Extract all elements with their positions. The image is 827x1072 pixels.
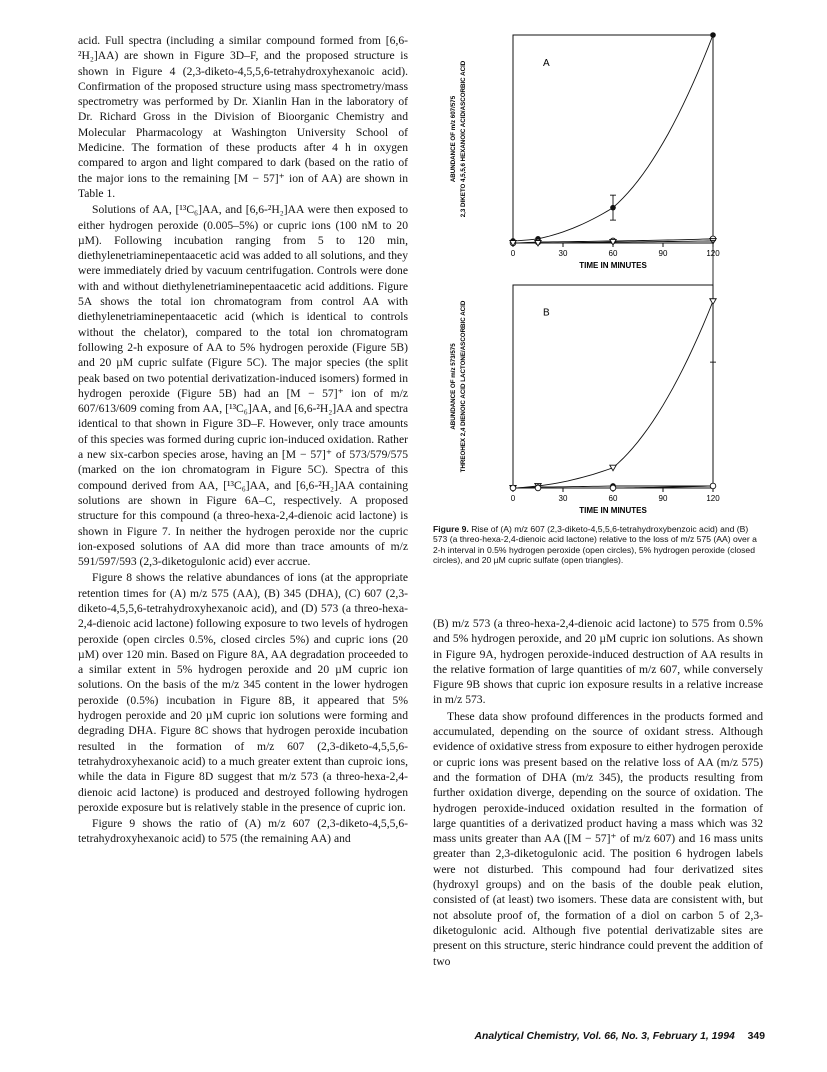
x-axis-label: TIME IN MINUTES xyxy=(579,261,647,270)
panel-label: A xyxy=(543,58,550,70)
y-axis-label: ABUNDANCE OF m/z 607/575 xyxy=(450,95,457,183)
panel-label: B xyxy=(543,307,550,319)
chart-panel-b xyxy=(450,240,720,515)
x-tick-label: 120 xyxy=(706,494,720,503)
x-tick-label: 0 xyxy=(510,494,516,503)
paragraph: Figure 9 shows the ratio of (A) m/z 607 (2,3-diketo-4,5,5,6-tetrahydroxyhexanoic acid) to 575 (the remaining AA) and xyxy=(78,817,408,846)
data-point xyxy=(610,485,616,491)
x-axis-label: TIME IN MINUTES xyxy=(579,506,647,515)
data-point xyxy=(510,485,516,491)
y-axis-label-secondary: 2,3 DIKETO 4,5,5,6 HEXANOIC ACID/ASCORBIC ACID xyxy=(460,60,467,218)
caption-text: Rise of (A) m/z 607 (2,3-diketo-4,5,5,6-tetrahydroxybenzoic acid) and (B) 573 (a threo-hexa-2,4-dienoic acid lactone) relative to the loss of m/z 575 (AA) over a 2-h interval in 0.5% hydrogen peroxide (open circles), 5% hydrogen peroxide (closed circles), and 20 µM cupric sulfate (open triangles). xyxy=(433,524,757,566)
left-column xyxy=(78,33,408,848)
x-tick-label: 120 xyxy=(706,249,720,258)
data-point xyxy=(535,485,541,491)
paragraph: These data show profound differences in the products formed and accumulated, depending on the source of oxidant stress. Although evidence of oxidative stress from exposure to either hydrogen peroxide or cupric ions was present based on the relative loss of AA (m/z 575) and the formation of DHA (m/z 345), the products resulting from further oxidation diverge, depending on the source of oxidation. The hydrogen peroxide-induced oxidation resulted in the formation of large quantities of a derivatized product having a mass which was 32 mass units greater than AA ([M − 57]⁺ of m/z 607) and 16 mass units greater than 2,3-diketogulonic acid. The position 6 hydrogen labels were not disturbed. This compound had four derivatized sites (hydroxyl groups) and on the basis of the double peak elution, consisted of (at least) two isomers. These data are consistent with, but not absolute proof of, the formation of a diol on carbon 5 of 2,3-diketogulonic acid. Although five potential derivatizable sites are present on this structure, steric hindrance could prevent the addition of two xyxy=(433,709,763,968)
x-tick-label: 30 xyxy=(558,494,568,503)
data-point xyxy=(610,205,616,211)
x-tick-label: 60 xyxy=(608,494,618,503)
paragraph: acid. Full spectra (including a similar compound formed from [6,6-²H₂]AA) are shown in Figure 3D–F, and the proposed structure is shown in Figure 4 (2,3-diketo-4,5,5,6-tetrahydroxyhexanoic acid). Confirmation of the proposed structure using mass spectrometry/mass spectrometry was performed by Dr. Xianlin Han in the laboratory of Dr. Richard Gross in the Division of Bioorganic Chemistry and Molecular Pharmacology at Washington University School of Medicine. The formation of these products after 4 h in oxygen compared to argon and light compared to dark (based on the ratio of the major ions to the remaining [M − 57]⁺ ion of AA) are shown in Table 1. xyxy=(78,34,408,200)
paragraph: (B) m/z 573 (a threo-hexa-2,4-dienoic acid lactone) to 575 from 0.5% and 5% hydrogen peroxide, and 20 µM cupric ion solutions. As shown in Figure 9A, hydrogen peroxide-induced destruction of AA results in the relative formation of large quantities of m/z 607, while conversely Figure 9B shows that cupric ion exposure results in a relative increase in m/z 573. xyxy=(433,617,763,707)
journal-citation: Analytical Chemistry, Vol. 66, No. 3, February 1, 1994 xyxy=(474,1031,735,1042)
y-axis-label-secondary: THREOHEX 2,4 DIENOIC ACID LACTONE/ASCORBIC ACID xyxy=(460,300,467,473)
x-tick-label: 30 xyxy=(558,249,568,258)
x-tick-label: 60 xyxy=(608,249,618,258)
right-column xyxy=(433,616,763,970)
chart-panel-a xyxy=(450,32,720,270)
caption-label: Figure 9. xyxy=(433,524,469,534)
paragraph: Solutions of AA, [¹³C₆]AA, and [6,6-²H₂]AA were then exposed to either hydrogen peroxide (0.005–5%) or cupric ions (100 nM to 20 µM). Following incubation ranging from 5 to 120 min, diethylenetriaminepentaacetic acid was added to all solutions, and they were immediately dried by vacuum centrifugation. Controls were done with and without diethylenetriaminepentaacetic acid additions. Figure 5A shows the total ion chromatogram from control AA with diethylenetriaminepentaacetic acid (which is identical to controls without the chelator), compared to the total ion chromatogram following 2-h exposure of AA to 5% hydrogen peroxide (Figure 5B) and 20 µM cupric sulfate (Figure 5C). The major species (the split peak based on two potential derivatization-induced isomers) formed in hydrogen peroxide (Figure 5B) had an [M − 57]⁺ ion of m/z 607/613/609 coming from AA, [¹³C₆]AA, and [6,6-²H₂]AA and spectra identical to that shown in Figure 3D–F. However, only trace amounts of this species was formed during cupric ion-induced oxidation. Rather a new six-carbon species arose, having an [M − 57]⁺ of 573/579/575 (marked on the ion chromatogram in Figure 5C). Spectra of this compound derived from AA, [¹³C₆]AA, and [6,6-²H₂]AA containing solutions are shown in Figure 6A–C, respectively. A proposed structure for this compound (a threo-hexa-2,4-dienoic acid lactone) is shown in Figure 7. In neither the hydrogen peroxide nor the cupric ion-exposed solutions of AA did more than trace amounts of m/z 591/597/593 (2,3-diketogulonic acid) ever accrue. xyxy=(78,203,408,569)
paragraph: Figure 8 shows the relative abundances of ions (at the appropriate retention times for (A) m/z 575 (AA), (B) 345 (DHA), (C) 607 (2,3-diketo-4,5,5,6-tetrahydroxyhexanoic acid), and (D) 573 (a threo-hexa-2,4-dienoic acid lactone) following exposure to two levels of hydrogen peroxide (open circles 0.5%, closed circles 5%) and cupric ions (20 µM) over 120 min. Based on Figure 8A, AA degradation proceeded to a similar extent in 5% hydrogen peroxide and 20 µM cupric ion solutions. On the basis of the m/z 345 content in the lower hydrogen peroxide (0.5%) incubation in Figure 8B, it appeared that 5% hydrogen peroxide and 20 µM cupric ion solutions were forming and degrading DHA. Figure 8C shows that hydrogen peroxide incubation resulted in the formation of m/z 607 (2,3-diketo-4,5,5,6-tetrahydroxyhexanoic acid) to a much greater extent than cuproic ions, while the data in Figure 8D suggest that m/z 573 (a threo-hexa-2,4-dienoic acid lactone) is produced and destroyed following hydrogen peroxide exposure but is relatively stable in the presence of cupric ion. xyxy=(78,571,408,814)
figure-caption xyxy=(433,524,763,566)
data-point xyxy=(710,483,716,489)
page-footer xyxy=(445,1031,765,1042)
page-number: 349 xyxy=(747,1031,765,1042)
data-point xyxy=(710,299,716,305)
figure-9 xyxy=(433,28,773,523)
x-tick-label: 90 xyxy=(658,249,668,258)
data-point xyxy=(610,465,616,471)
x-tick-label: 0 xyxy=(510,249,516,258)
data-point xyxy=(710,32,716,38)
y-axis-label: ABUNDANCE OF m/z 573/575 xyxy=(450,343,457,430)
series-line xyxy=(513,301,713,488)
x-tick-label: 90 xyxy=(658,494,668,503)
